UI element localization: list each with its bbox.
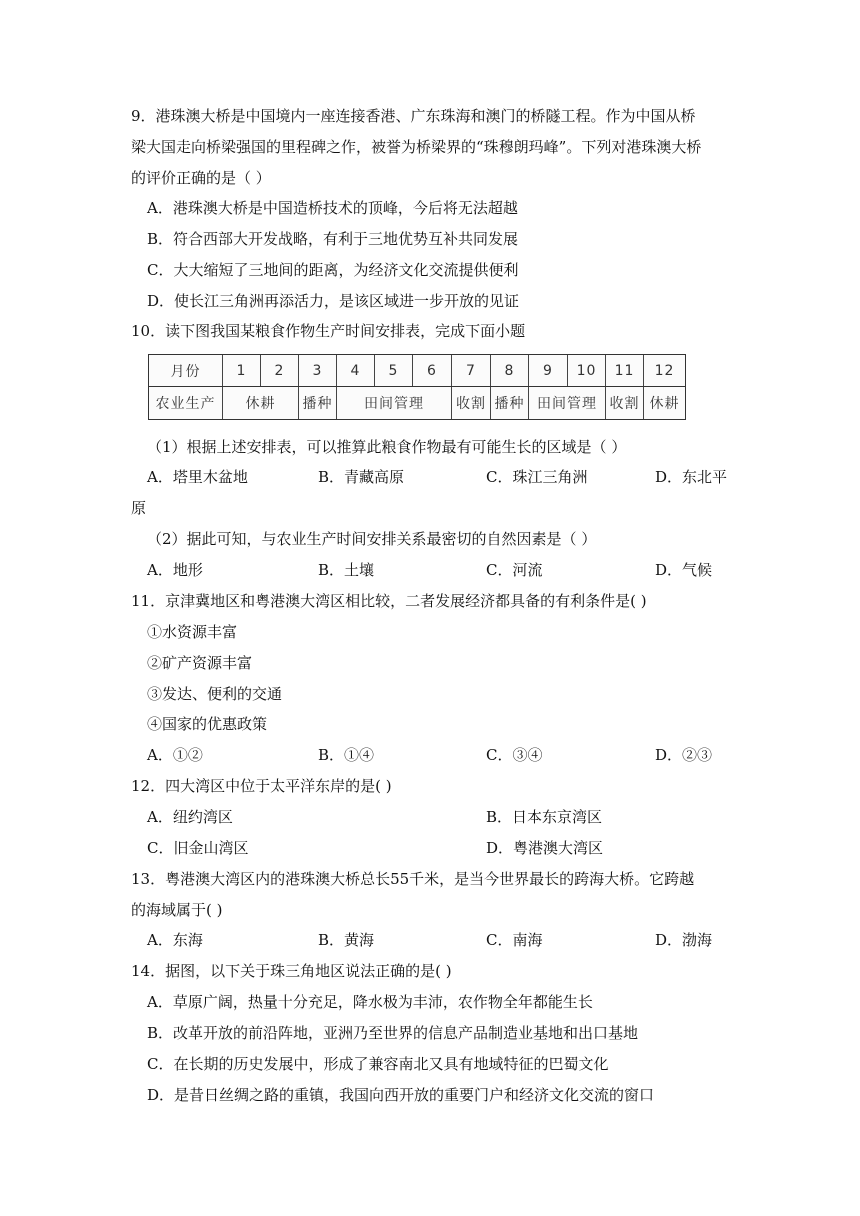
q11-item-4: ④国家的优惠政策 (147, 715, 268, 733)
q14-option-c: C．在长期的历史发展中，形成了兼容南北又具有地域特征的巴蜀文化 (147, 1055, 609, 1073)
table-cell-month: 8 (491, 355, 529, 386)
q11-item-2: ②矿产资源丰富 (147, 654, 253, 672)
q10-sub2-stem: （2）据此可知，与农业生产时间安排关系最密切的自然因素是（ ） (147, 530, 597, 548)
q9-option-d: D．使长江三角洲再添活力，是该区域进一步开放的见证 (147, 292, 520, 310)
table-cell-activity: 播种 (491, 387, 529, 419)
table-cell-month: 1 (223, 355, 261, 386)
q9-option-c: C．大大缩短了三地间的距离，为经济文化交流提供便利 (147, 261, 519, 279)
table-cell-activity: 休耕 (649, 396, 680, 412)
table-cell-activity: 田间管理 (529, 387, 606, 419)
table-cell-month: 4 (337, 355, 375, 386)
q14-option-d: D．是昔日丝绸之路的重镇，我国向西开放的重要门户和经济文化交流的窗口 (147, 1086, 655, 1104)
q11-item-1: ①水资源丰富 (147, 623, 238, 641)
table-cell-month: 5 (375, 355, 413, 386)
q10-sub1-stem: （1）根据上述安排表，可以推算此粮食作物最有可能生长的区域是（ ） (147, 438, 627, 456)
crop-schedule-table (148, 354, 686, 420)
q10-sub1-option-d: D．东北平 (655, 468, 728, 486)
table-row-activities (149, 387, 685, 419)
table-cell-month: 11 (606, 355, 644, 386)
q10-sub2-option-c: C．河流 (486, 561, 543, 579)
table-cell-month: 7 (452, 355, 491, 386)
q12-option-c: C．旧金山湾区 (147, 839, 249, 857)
table-header-activity: 农业生产 (149, 387, 223, 419)
table-cell-month: 6 (413, 355, 452, 386)
q11-item-3: ③发达、便利的交通 (147, 685, 283, 703)
table-cell-activity: 收割 (606, 387, 644, 419)
q12-option-b: B．日本东京湾区 (486, 808, 603, 826)
q13-stem-line2: 的海域属于( ) (131, 901, 223, 919)
table-cell-month: 10 (568, 355, 606, 386)
q11-option-a: A．①② (147, 746, 203, 764)
q14-stem: 14．据图，以下关于珠三角地区说法正确的是( ) (131, 962, 452, 980)
table-cell-month: 9 (529, 355, 568, 386)
table-cell-month: 3 (299, 355, 337, 386)
q9-stem-line3: 的评价正确的是（ ） (131, 169, 271, 187)
q10-sub1-option-a: A．塔里木盆地 (147, 468, 248, 486)
q11-stem: 11．京津冀地区和粤港澳大湾区相比较，二者发展经济都具备的有利条件是( ) (131, 592, 647, 610)
q10-stem: 10．读下图我国某粮食作物生产时间安排表，完成下面小题 (131, 322, 526, 340)
q10-sub2-option-b: B．土壤 (318, 561, 375, 579)
table-cell-activity: 播种 (299, 387, 337, 419)
table-cell-activity: 收割 (452, 387, 491, 419)
q12-option-a: A．纽约湾区 (147, 808, 233, 826)
q13-option-d: D．渤海 (655, 931, 713, 949)
q10-sub1-option-c: C．珠江三角洲 (486, 468, 588, 486)
q11-option-c: C．③④ (486, 746, 543, 764)
q11-option-d: D．②③ (655, 746, 713, 764)
q13-option-a: A．东海 (147, 931, 203, 949)
q13-option-b: B．黄海 (318, 931, 375, 949)
q9-stem-line1: 9．港珠澳大桥是中国境内一座连接香港、广东珠海和澳门的桥隧工程。作为中国从桥 (131, 107, 696, 125)
q13-stem-line1: 13．粤港澳大湾区内的港珠澳大桥总长55千米，是当今世界最长的跨海大桥。它跨越 (131, 870, 695, 888)
q10-sub1-option-b: B．青藏高原 (318, 468, 405, 486)
q9-option-a: A．港珠澳大桥是中国造桥技术的顶峰，今后将无法超越 (147, 199, 518, 217)
table-header-month: 月份 (149, 355, 223, 386)
table-row-months (149, 355, 685, 387)
q10-sub2-option-d: D．气候 (655, 561, 713, 579)
q12-stem: 12．四大湾区中位于太平洋东岸的是( ) (131, 777, 392, 795)
table-cell-activity: 田间管理 (337, 387, 452, 419)
q14-option-a: A．草原广阔，热量十分充足，降水极为丰沛，农作物全年都能生长 (147, 993, 593, 1011)
table-cell-activity: 休耕 (223, 387, 299, 419)
q9-option-b: B．符合西部大开发战略，有利于三地优势互补共同发展 (147, 230, 519, 248)
q11-option-b: B．①④ (318, 746, 375, 764)
q14-option-b: B．改革开放的前沿阵地，亚洲乃至世界的信息产品制造业基地和出口基地 (147, 1024, 639, 1042)
table-cell-month: 12 (654, 362, 675, 379)
q13-option-c: C．南海 (486, 931, 543, 949)
q12-option-d: D．粤港澳大湾区 (486, 839, 604, 857)
q10-sub2-option-a: A．地形 (147, 561, 203, 579)
q9-stem-line2: 梁大国走向桥梁强国的里程碑之作，被誉为桥梁界的“珠穆朗玛峰”。下列对港珠澳大桥 (131, 138, 702, 156)
table-cell-month: 2 (261, 355, 299, 386)
q10-sub1-option-d-wrap: 原 (131, 499, 147, 517)
